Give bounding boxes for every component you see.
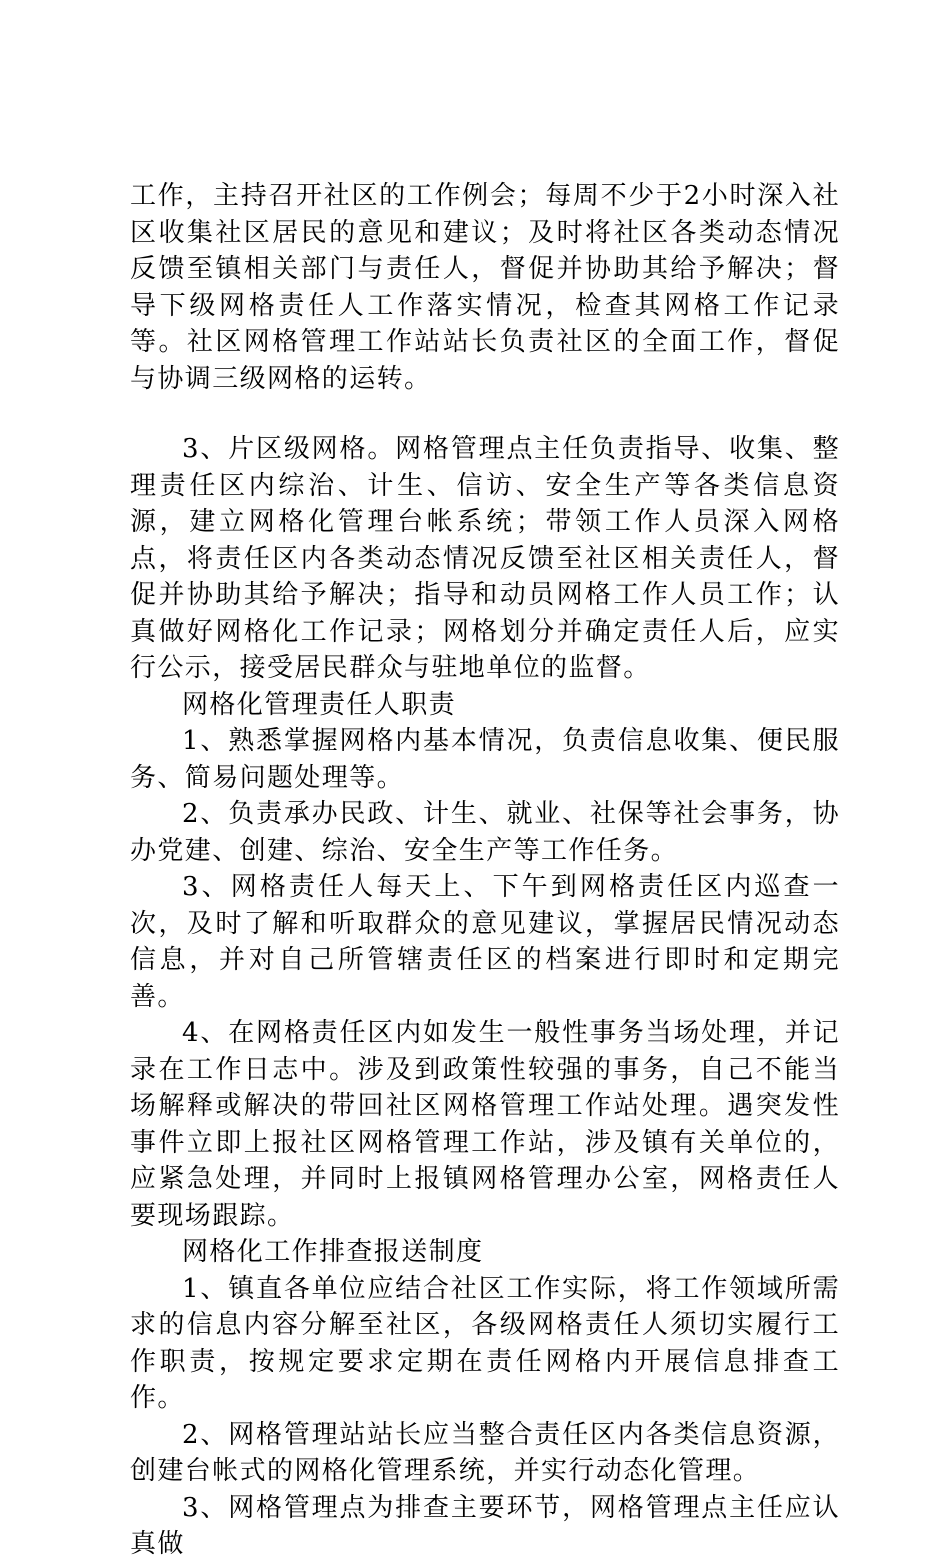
paragraph-duty-4: 4、在网格责任区内如发生一般性事务当场处理，并记录在工作日志中。涉及到政策性较强的事务，自己不能当场解释或解决的带回社区网格管理工作站处理。遇突发性事件立即上报社区网格管理工作站，涉及镇有关单位的，应紧急处理，并同时上报镇网格管理办公室，网格责任人要现场跟踪。 — [130, 1018, 840, 1231]
section-heading-reporting-system: 网格化工作排查报送制度 — [182, 1237, 484, 1267]
paragraph-duty-3: 3、网格责任人每天上、下午到网格责任区内巡查一次，及时了解和听取群众的意见建议，掌握居民情况动态信息，并对自己所管辖责任区的档案进行即时和定期完善。 — [130, 872, 840, 1012]
paragraph-area-grid: 3、片区级网格。网格管理点主任负责指导、收集、整理责任区内综治、计生、信访、安全生产等各类信息资源，建立网格化管理台帐系统；带领工作人员深入网格点，将责任区内各类动态情况反馈至社区相关责任人，督促并协助其给予解决；指导和动员网格工作人员工作；认真做好网格化工作记录；网格划分并确定责任人后，应实行公示，接受居民群众与驻地单位的监督。 — [130, 434, 840, 683]
document-body — [130, 178, 840, 1563]
paragraph-reporting-2: 2、网格管理站站长应当整合责任区内各类信息资源，创建台帐式的网格化管理系统，并实行动态化管理。 — [130, 1419, 840, 1486]
paragraph-reporting-3: 3、网格管理点为排查主要环节，网格管理点主任应认真做 — [130, 1492, 840, 1559]
paragraph-duty-1: 1、熟悉掌握网格内基本情况，负责信息收集、便民服务、简易问题处理等。 — [130, 726, 840, 793]
paragraph-reporting-1: 1、镇直各单位应结合社区工作实际，将工作领域所需求的信息内容分解至社区，各级网格责任人须切实履行工作职责，按规定要求定期在责任网格内开展信息排查工作。 — [130, 1273, 840, 1413]
paragraph-community-grid-continued: 工作，主持召开社区的工作例会；每周不少于2小时深入社区收集社区居民的意见和建议；及时将社区各类动态情况反馈至镇相关部门与责任人，督促并协助其给予解决；督导下级网格责任人工作落实情况，检查其网格工作记录等。社区网格管理工作站站长负责社区的全面工作，督促与协调三级网格的运转。 — [130, 181, 840, 394]
section-heading-responsibilities: 网格化管理责任人职责 — [182, 689, 457, 720]
paragraph-duty-2: 2、负责承办民政、计生、就业、社保等社会事务，协办党建、创建、综治、安全生产等工作任务。 — [130, 799, 840, 866]
